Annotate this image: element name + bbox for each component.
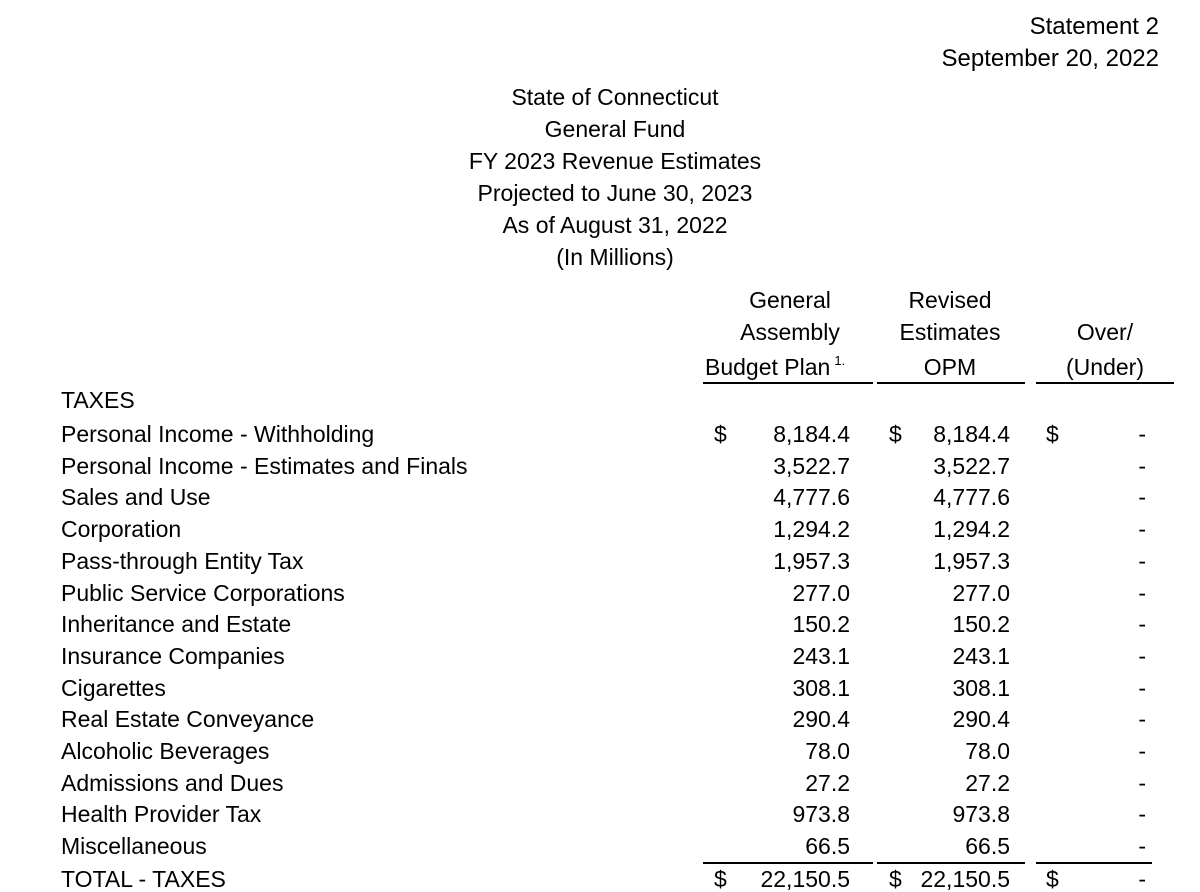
total-underline-diff [1036,862,1152,864]
over-under-value: - [1138,643,1146,669]
budget-value: 1,957.3 [773,548,850,574]
over-under-value: - [1138,675,1146,701]
over-under-value: - [1138,833,1146,859]
budget-value: 973.8 [792,801,850,827]
budget-value: 290.4 [792,706,850,732]
total-dollar-revised: $ [889,866,902,892]
header-line-units: (In Millions) [556,244,674,270]
over-under-value: - [1138,516,1146,542]
row-label: Sales and Use [61,484,211,510]
row-label: Health Provider Tax [61,801,262,827]
col-rev-line2: Estimates [899,319,1001,345]
header-line-asof: As of August 31, 2022 [502,212,728,238]
budget-value: 277.0 [792,580,850,606]
row-label: Personal Income - Withholding [61,421,375,447]
revised-value: 4,777.6 [933,484,1010,510]
row-label: Personal Income - Estimates and Finals [61,453,468,479]
budget-value: 4,777.6 [773,484,850,510]
budget-value: 66.5 [805,833,850,859]
budget-value: 78.0 [805,738,850,764]
total-dollar-budget: $ [714,866,727,892]
row-label: Cigarettes [61,675,166,701]
col-ou-line1: Over/ [1076,319,1134,345]
over-under-value: - [1138,453,1146,479]
col-ou-line2: (Under) [1066,354,1144,380]
revised-value: 290.4 [952,706,1010,732]
statement-date: September 20, 2022 [941,45,1159,72]
row-label: Inheritance and Estate [61,611,292,637]
over-under-value: - [1138,580,1146,606]
row-label: Miscellaneous [61,833,207,859]
total-budget: 22,150.5 [760,866,850,892]
budget-value: 308.1 [792,675,850,701]
over-under-value: - [1138,484,1146,510]
budget-value: 150.2 [792,611,850,637]
over-under-value: - [1138,611,1146,637]
revised-value: 27.2 [965,770,1010,796]
header-line-state: State of Connecticut [511,84,719,110]
budget-value: 243.1 [792,643,850,669]
revised-value: 3,522.7 [933,453,1010,479]
budget-value: 1,294.2 [773,516,850,542]
row-label: Insurance Companies [61,643,285,669]
footnote-marker: 1. [834,353,846,368]
dollar-sign-budget: $ [714,421,727,447]
header-line-fund: General Fund [544,116,686,142]
over-under-value: - [1138,421,1146,447]
total-dollar-diff: $ [1046,866,1059,892]
revised-value: 1,294.2 [933,516,1010,542]
over-under-value: - [1138,548,1146,574]
row-label: Alcoholic Beverages [61,738,270,764]
over-under-value: - [1138,801,1146,827]
revised-value: 1,957.3 [933,548,1010,574]
revised-value: 150.2 [952,611,1010,637]
row-label: Real Estate Conveyance [61,706,315,732]
budget-value: 27.2 [805,770,850,796]
section-title-taxes: TAXES [61,387,135,413]
revised-value: 8,184.4 [933,421,1010,447]
revised-value: 973.8 [952,801,1010,827]
over-under-value: - [1138,706,1146,732]
col-ga-line3 [705,353,846,380]
row-label: Public Service Corporations [61,580,345,606]
budget-value: 3,522.7 [773,453,850,479]
col-ou-underline [1036,382,1174,384]
header-line-projected: Projected to June 30, 2023 [477,180,753,206]
statement-number: Statement 2 [1029,13,1159,40]
col-ga-line1: General [749,287,831,313]
total-revised: 22,150.5 [920,866,1010,892]
budget-value: 8,184.4 [773,421,850,447]
col-ga-line2: Assembly [740,319,840,345]
revised-value: 277.0 [952,580,1010,606]
total-underline-revised [877,862,1025,864]
dollar-sign-revised: $ [889,421,902,447]
col-rev-line1: Revised [908,287,992,313]
col-ga-underline [703,382,873,384]
row-label: Admissions and Dues [61,770,284,796]
over-under-value: - [1138,770,1146,796]
total-label: TOTAL - TAXES [61,866,226,892]
revised-value: 78.0 [965,738,1010,764]
row-label: Corporation [61,516,182,542]
col-ga-line3-text: Budget Plan [705,354,831,380]
revised-value: 66.5 [965,833,1010,859]
total-underline-budget [703,862,873,864]
header-line-title: FY 2023 Revenue Estimates [468,148,762,174]
revised-value: 308.1 [952,675,1010,701]
col-rev-underline [877,382,1025,384]
col-rev-line3: OPM [923,354,977,380]
total-diff: - [1138,866,1146,892]
dollar-sign-diff: $ [1046,421,1059,447]
over-under-value: - [1138,738,1146,764]
revised-value: 243.1 [952,643,1010,669]
row-label: Pass-through Entity Tax [61,548,304,574]
